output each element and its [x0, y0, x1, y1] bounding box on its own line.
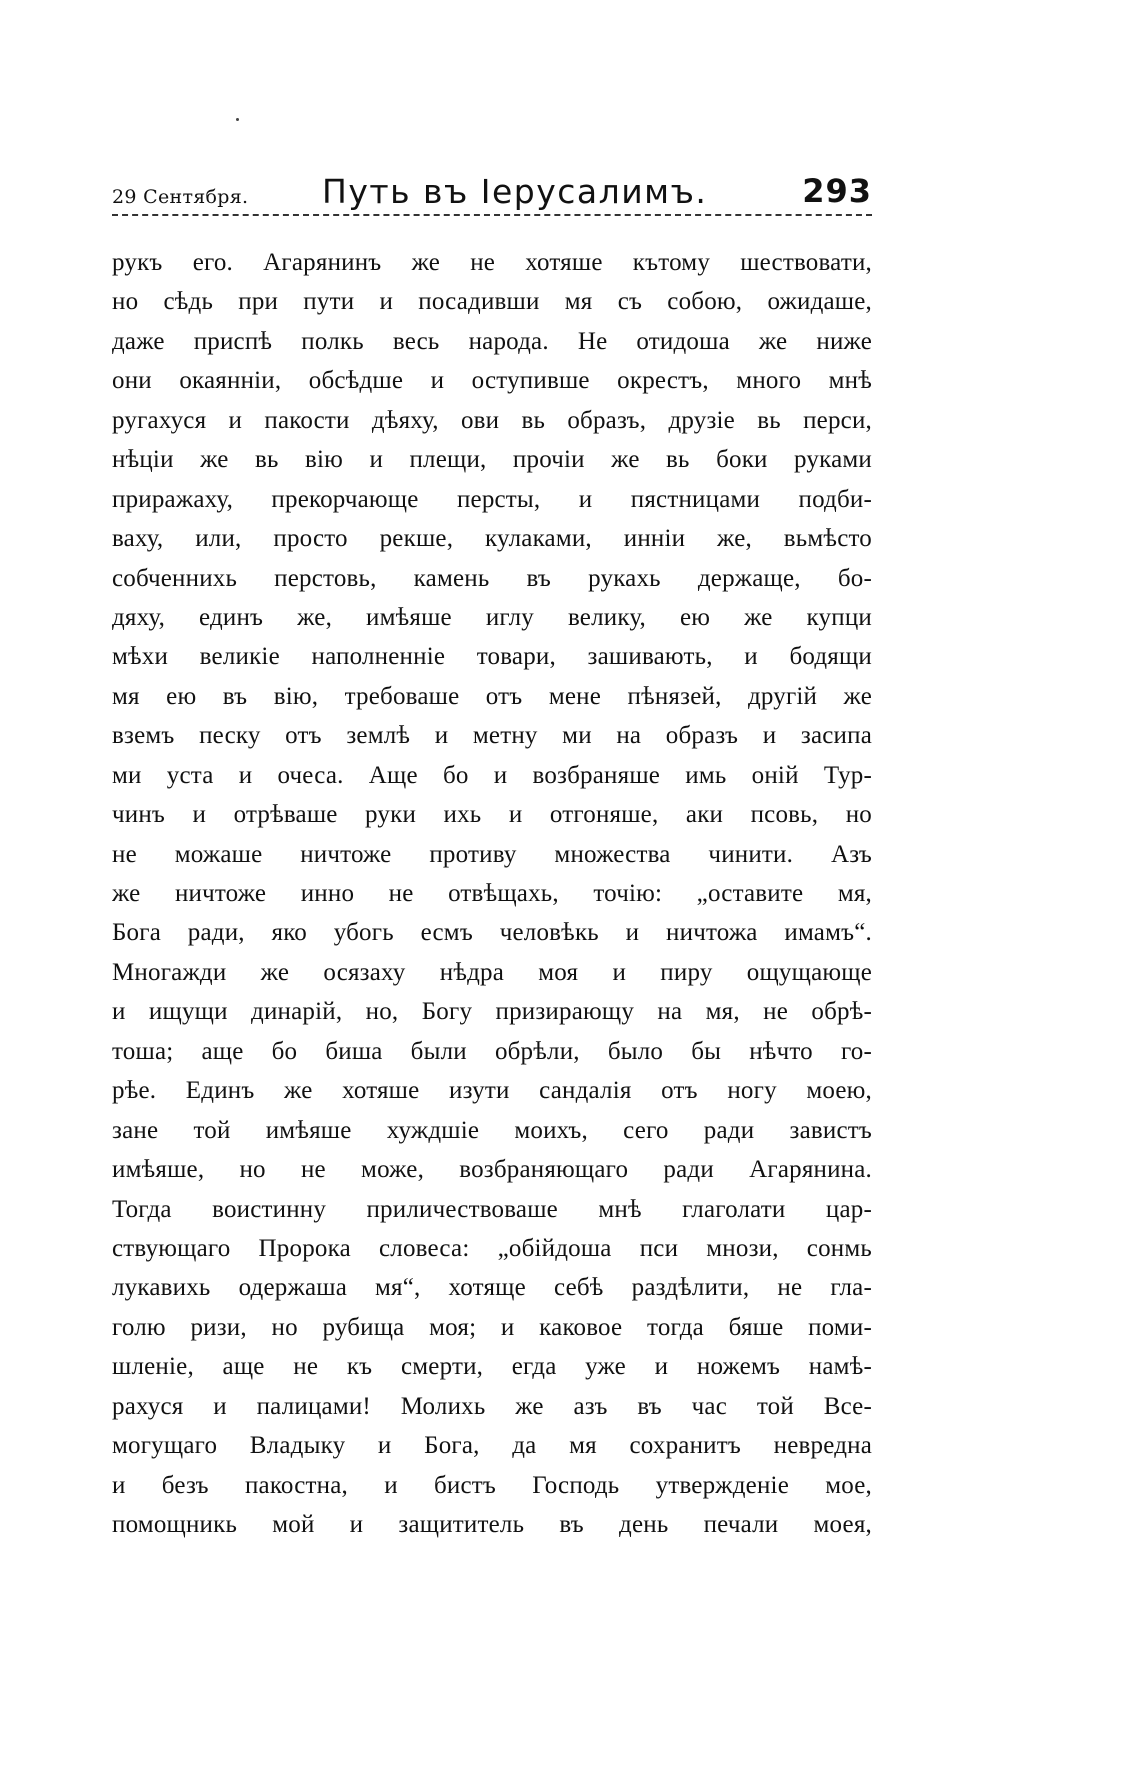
- text-line: помощникь мой и защититель въ день печали моея,: [112, 1511, 872, 1538]
- text-line: шленiе, аще не къ смерти, егда уже и ножемъ намѣ-: [112, 1353, 872, 1381]
- text-line: рахуся и палицами! Молихь же азъ въ час той Все-: [112, 1392, 872, 1420]
- text-line: зане той имѣяше хуждшiе моихъ, сего ради завистъ: [112, 1116, 872, 1144]
- text-line: же ничтоже инно не отвѣщахь, точiю: „оставите мя,: [112, 880, 872, 907]
- text-line: чинъ и отрѣваше руки ихь и отгоняше, аки псовь, но: [112, 801, 872, 829]
- body-text: [112, 243, 872, 1544]
- text-line: ваху, или, просто рекше, кулаками, иннiи же, вьмѣсто: [112, 525, 872, 553]
- header-rule: [112, 214, 872, 216]
- text-line: не можаше ничтоже противу множества чинити. Азъ: [112, 840, 872, 868]
- text-line: и безъ пакостна, и бистъ Господь утвержденiе мое,: [112, 1471, 872, 1499]
- text-line: приражаху, прекорчающе персты, и пястницами подби-: [112, 485, 872, 513]
- text-line: мѣхи великiе наполненнiе товари, зашивають, и бодящи: [112, 643, 872, 671]
- running-header: [112, 168, 872, 218]
- text-line: вземъ песку отъ землѣ и метну ми на образъ и засипа: [112, 722, 872, 750]
- text-line: Многажди же осязаху нѣдра моя и пиру ощущающе: [112, 958, 872, 986]
- text-line: мя ею въ вiю, требоваше отъ мене пѣнязей, другiй же: [112, 682, 872, 710]
- text-line: нѣцiи же вь вiю и плещи, прочiи же вь боки руками: [112, 446, 872, 474]
- text-line: тоша; аще бо биша были обрѣли, было бы нѣчто го-: [112, 1037, 872, 1065]
- text-line: они окаяннiи, обсѣдше и оступивше окрестъ, много мнѣ: [112, 367, 872, 395]
- page-number: 293: [802, 172, 872, 210]
- text-line: и ищущи динарiй, но, Богу призирающу на мя, не обрѣ-: [112, 998, 872, 1026]
- text-line: собченнихь перстовь, камень въ рукахь держаще, бо-: [112, 564, 872, 592]
- text-line: могущаго Владыку и Бога, да мя сохранитъ невредна: [112, 1432, 872, 1460]
- running-title: Путь въ Іерусалимъ.: [322, 172, 708, 211]
- text-line: Тогда воистинну приличествоваше мнѣ глаголати цар-: [112, 1195, 872, 1223]
- text-line: ругахуся и пакости дѣяху, ови вь образъ, друзiе вь перси,: [112, 406, 872, 434]
- text-line: рукъ его. Агарянинъ же не хотяше кътому шествовати,: [112, 249, 872, 276]
- text-line: рѣе. Единъ же хотяше изути сандалiя отъ ногу моею,: [112, 1077, 872, 1105]
- text-line: лукавихь одержаша мя“, хотяще себѣ раздѣлити, не гла-: [112, 1274, 872, 1302]
- text-line: даже приспѣ полкь весь народа. Не отидоша же ниже: [112, 327, 872, 355]
- text-line: Бога ради, яко убогь есмъ человѣкь и ничтожа имамъ“.: [112, 919, 872, 947]
- text-line: имѣяше, но не може, возбраняющаго ради Агарянина.: [112, 1156, 872, 1184]
- ink-speck: [236, 118, 239, 121]
- text-line: дяху, единъ же, имѣяше иглу велику, ею же купци: [112, 603, 872, 631]
- text-line: ми уста и очеса. Аще бо и возбраняше имь онiй Тур-: [112, 761, 872, 789]
- text-line: голю ризи, но рубища моя; и каковое тогда бяше поми-: [112, 1313, 872, 1341]
- header-date: 29 Сентября.: [112, 186, 249, 208]
- text-line: ствующаго Пророка словеса: „обiйдоша пси мнози, сонмь: [112, 1234, 872, 1262]
- text-line: но сѣдь при пути и посадивши мя съ собою, ожидаше,: [112, 288, 872, 316]
